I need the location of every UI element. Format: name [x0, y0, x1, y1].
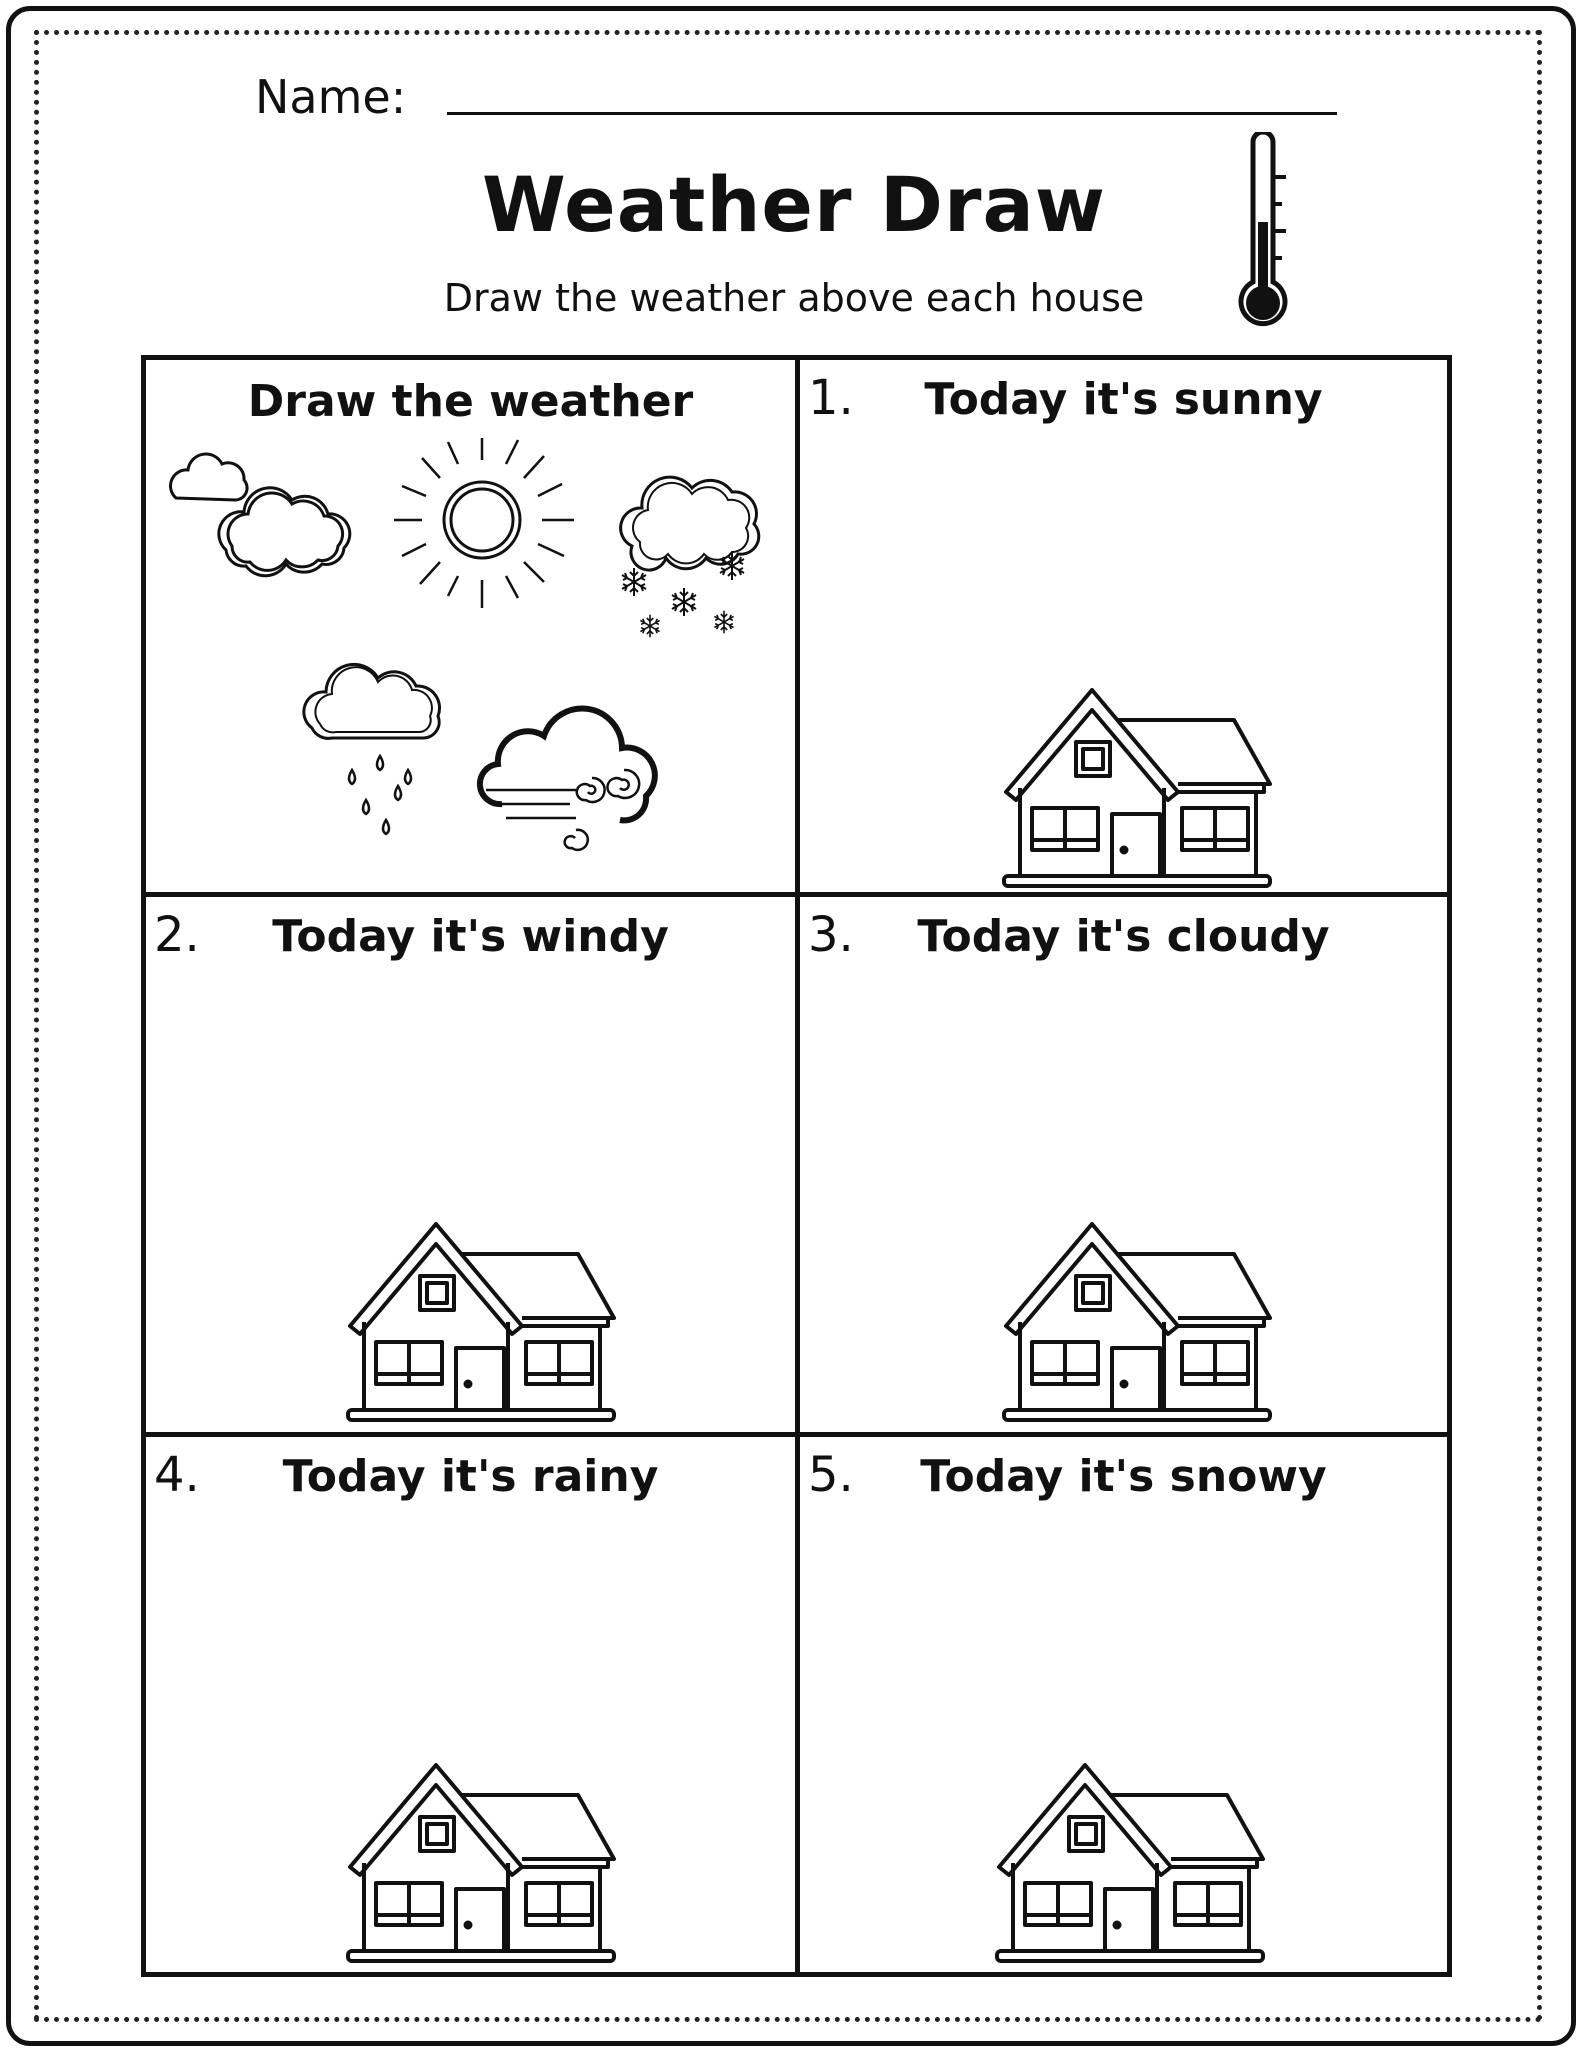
snowy-icon [621, 477, 759, 637]
panel-number: 3. [808, 907, 854, 963]
house-icon [346, 1755, 616, 1965]
name-label: Name: [255, 70, 407, 124]
panel-label: Today it's rainy [282, 1451, 659, 1502]
thermometer-icon [1228, 132, 1298, 332]
page-title: Weather Draw [482, 160, 1106, 249]
panel-number: 4. [154, 1447, 200, 1503]
worksheet-grid [141, 355, 1452, 1977]
page-subtitle: Draw the weather above each house [443, 276, 1145, 320]
house-icon [995, 1755, 1265, 1965]
legend-panel [141, 355, 800, 897]
panel-4[interactable] [141, 1432, 800, 1977]
windy-icon [480, 708, 655, 849]
panel-label: Today it's cloudy [917, 911, 1330, 962]
panel-number: 2. [154, 907, 200, 963]
panel-number: 5. [808, 1447, 854, 1503]
cloudy-icon [171, 454, 350, 576]
panel-label: Today it's windy [272, 911, 669, 962]
panel-3[interactable] [795, 892, 1452, 1437]
legend-title: Draw the weather [247, 376, 694, 427]
sunny-icon [394, 438, 574, 608]
house-icon [346, 1214, 616, 1424]
panel-5[interactable] [795, 1432, 1452, 1977]
name-input-line[interactable] [447, 112, 1337, 115]
house-icon [1002, 680, 1272, 890]
house-icon [1002, 1214, 1272, 1424]
weather-legend-art [146, 360, 795, 892]
panel-2[interactable] [141, 892, 800, 1437]
panel-1[interactable] [795, 355, 1452, 897]
rainy-icon [304, 664, 440, 834]
panel-number: 1. [808, 370, 854, 426]
panel-label: Today it's sunny [924, 374, 1323, 425]
panel-label: Today it's snowy [920, 1451, 1327, 1502]
